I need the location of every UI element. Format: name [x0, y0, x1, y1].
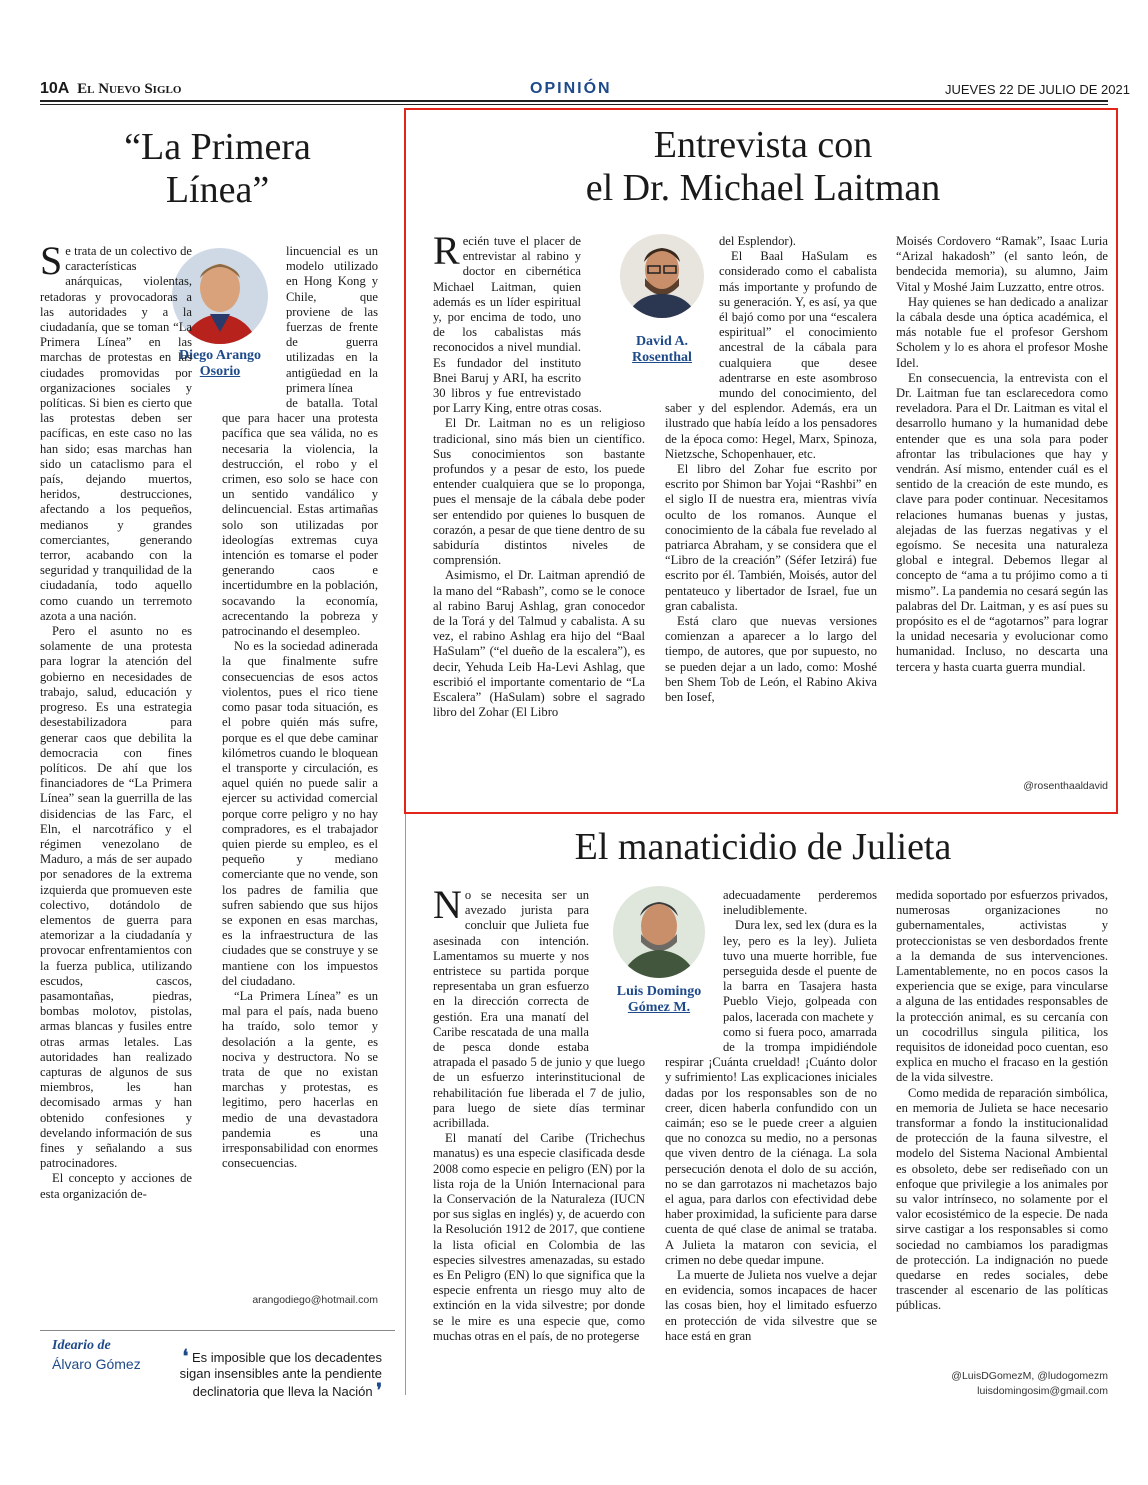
- header-rule-thin: [40, 104, 1108, 105]
- title-line-1: Entrevista con: [653, 124, 873, 166]
- header-rule: [40, 100, 1108, 102]
- laitman-col-2: [665, 234, 877, 794]
- title-line-2: el Dr. Michael Laitman: [585, 166, 941, 209]
- paragraph: “La Primera Línea” es un mal para el país, nada bueno ha traído, solo temor y desolación a la gente, es nociva y destructora. No se trata de que no existan marchas y protestas, es legitimo, pero hacerlas en medio de una devastadora pandemia es una irresponsabilidad con enormes consecuencias.: [222, 988, 378, 1171]
- ideario-title: Ideario de: [52, 1338, 111, 1353]
- paragraph: Asimismo, el Dr. Laitman aprendió de la mano del “Rabash”, como se le conoce al rabino Baruj Ashlag, gran conocedor de la Torá y del Talmud y cabalista. A su vez, el rabino Ashlag era hijo del “Baal HaSulam” (“el dueño de la escalera”), es decir, Yehuda Leib Ha-Levi Ashlag, que escribió el importante comentario de “La Escalera” (HaSulam) sobre el sagrado libro del Zohar (El Libro: [433, 568, 645, 720]
- author-email: arangodiego@hotmail.com: [252, 1294, 378, 1306]
- paragraph: de batalla. Total que para hacer una protesta pacífica que sea válida, no es necesaria la violencia, la destrucción, el robo y el crimen, eso solo se hace con un sentido vandálico y delincuencial. Estas artimañas solo son utilizadas por ideologías extremas cuya intención es tomarse el poder generando caos e incertidumbre en la población, socavando la economía, acrecentando la pobreza y patrocinando el desempleo.: [222, 396, 378, 639]
- open-quote-icon: ❛: [182, 1346, 189, 1366]
- author-name-line-2: Rosenthal: [632, 350, 692, 365]
- paragraph: ecién tuve el placer de entrevistar al rabino y doctor en cibernética Michael Laitman, quien además es un líder espiritual y, por encima de todo, uno de los cabalistas más reconocidos a nivel mundial. Es fundador del instituto Bnei Baruj y ARI, ha escrito 30 libros y fue entrevistado por Larry King, entre otras cosas.: [433, 234, 602, 416]
- author-name-line-2: Osorio: [199, 364, 241, 379]
- paragraph: e trata de un colectivo de características anárquicas, violentas, retadoras y provocadoras a las autoridades y a la ciudadanía, que se toman “La Primera Línea” en las marchas de protestas en las ciudades promovidas por organizaciones sociales y políticas. Si bien es cierto que las protestas deben ser pacíficas, en este caso no las han sido; esas marchas han sido un cataclismo para el país, dejando muertos, heridos, destrucciones, afectando a los pequeños, medianos y grandes comerciantes, generando terror, acabando con la seguridad y tranquilidad de la ciudadanía, todo aquello como cuando un terremoto azota a una nación.: [40, 244, 192, 623]
- close-quote-icon: ❜: [376, 1380, 382, 1400]
- author-name-line-1: Luis Domingo: [616, 984, 702, 999]
- paragraph: Dura lex, sed lex (dura es la ley, pero es la ley). Julieta tuvo una muerte horrible, fue perseguida desde el puente de la barra en Tasajera hasta Pueblo Viejo, golpeada con palos, lacerada con machete y: [723, 918, 877, 1024]
- paragraph: medida soportado por esfuerzos privados, numerosas organizaciones no gubernamentales, activistas y proteccionistas se ven desbordados frente a la demanda de sus intervenciones. Lamentablemente, no en pocos casos la experiencia que se exige, para vincularse a alguna de las entidades responsables de la protección animal, es su cercanía con un cocodrillus singula pilitica, los requisitos de idoneidad poco cuentan, eso explica en mucho el fracaso en la gestión de la vida silvestre.: [896, 888, 1108, 1085]
- author-name-line-1: Diego Arango: [178, 348, 262, 363]
- laitman-col-1: [433, 234, 645, 794]
- paragraph: El Dr. Laitman no es un religioso tradicional, sino más bien un científico. Sus conocimientos son bastante profundos y a pesar de esto, los puede entender cualquiera que se lo proponga, pues el mensaje de la cábala debe poder ser entendido por quienes lo busquen de corazón, a pesar de que tiene dentro de su sabiduría distintos niveles de comprensión.: [433, 416, 645, 568]
- author-name-line-2: Gómez M.: [627, 1000, 691, 1015]
- paragraph: El libro del Zohar fue escrito por escrito por Shimon bar Yojai “Rashbi” en el siglo II de nuestra era, mientras vivía oculto de los romanos. Aunque el conocimiento de la cábala fue revelado al patriarca Abraham, y se considera que el “Libro de la creación” (Séfer Ietzirá) fue escrito por él. También, Moisés, autor del pentateuco y libertador de Israel, fue un gran cabalista.: [665, 462, 877, 613]
- julieta-article-title: [420, 826, 1106, 869]
- page-number: 10A: [40, 80, 70, 97]
- paragraph: La muerte de Julieta nos vuelve a dejar en evidencia, somos incapaces de hacer las cosas bien, hoy el limitado esfuerzo en protección de vida silvestre que se hace está en gran: [665, 1268, 877, 1343]
- left-col-2: [222, 244, 378, 1292]
- drop-cap: N: [433, 888, 462, 927]
- issue-date: JUEVES 22 DE JULIO DE 2021: [945, 82, 1130, 97]
- laitman-col-3: [896, 234, 1108, 774]
- julieta-col-1: [433, 888, 645, 1398]
- title-line-2: Línea”: [165, 168, 270, 211]
- julieta-col-2: [665, 888, 877, 1398]
- ideario-rule: [40, 1330, 395, 1331]
- section-label: OPINIÓN: [530, 80, 612, 97]
- paragraph: No es la sociedad adinerada la que finalmente sufre consecuencias de esos actos violentos, pues el rico tiene como pasar toda situación, es el pobre quién más sufre, porque es el que debe caminar kilómetros cuando le bloquean el transporte y circulación, es aquel quién no puede salir a ejercer su actividad comercial porque corre peligro y no hay compradores, es el trabajador quien pierde su empleo, es el pequeño y mediano comerciante que no vende, son los padres de familia que sufren sabiendo que sus hijos se exponen en esas marchas, es la infraestructura de las ciudades que se construye y se mantiene con los impuestos del ciudadano.: [222, 639, 378, 988]
- paragraph: Moisés Cordovero “Ramak”, Isaac Luria “Arizal hakadosh” (el santo león, de bendecida memoria), su alumno, Jaim Vital y Moshé Jaim Luzzatto, entre otros.: [896, 234, 1108, 294]
- drop-cap: R: [433, 234, 460, 273]
- left-article-title: [40, 126, 395, 211]
- julieta-col-3: [896, 888, 1108, 1370]
- author-name-line-1: David A.: [635, 334, 689, 349]
- drop-cap: S: [40, 244, 63, 283]
- paragraph: El concepto y acciones de esta organización de-: [40, 1171, 192, 1201]
- paragraph: El Baal HaSulam es considerado como el cabalista más importante y profundo de su generación. Y, es así, ya que él bajó como por una “escalera espiritual” el conocimiento ancestral de la cábala para cualquiera que desee adentrarse en este asombroso mundo del conocimiento, del saber y del esplendor. Además, era un ilustrado que había leído a los pensadores de la época como: Hegel, Marx, Spinoza, Nietzsche, Schopenhauer, etc.: [665, 249, 877, 461]
- paragraph: adecuadamente perderemos ineludiblemente.: [723, 888, 877, 918]
- masthead-left: [40, 80, 181, 98]
- newspaper-name: El Nuevo Siglo: [77, 81, 182, 97]
- paragraph: En consecuencia, la entrevista con el Dr. Laitman fue tan esclarecedora como reveladora. Para el Dr. Laitman es vital el desarrollo humano y la humanidad debe entender que es una sola para poder afrontar las tribulaciones que hay y vendrán. Así mismo, entender cuál es el sentido de la creación de este mundo, es clave para poder continuar. Necesitamos relaciones humanas buenas y justas, alejadas de las fuerzas negativas y el egoísmo. Se necesita una naturaleza global e integral. Debemos llegar al concepto de “ama a tu prójimo como a ti mismo”. La pandemia no cesará según las palabras del Dr. Laitman, y es así pues su propósito es el de “agotarnos” para lograr la unidad necesaria y evolucionar como humanidad. Incluso, no descarta una tercera y hasta cuarta guerra mundial.: [896, 370, 1108, 674]
- paragraph: lincuencial es un modelo utilizado en Hong Kong y Chile, que proviene de las fuerzas de frente de guerra utilizadas en la antigüedad en la primera línea: [286, 244, 378, 395]
- paragraph: Pero el asunto no es solamente de una protesta para lograr la atención del gobierno en necesidades de trabajo, salud, educación y progreso. Es una estrategia desestabilizadora para generar caos que debilita la democracia con fines políticos. De ahí que los financiadores de “La Primera Línea” sean la guerrilla de las disidencias de las Farc, el Eln, el narcotráfico y el régimen venezolano de Maduro, a más de ser aupado por senadores de la extrema izquierda que promueven este colectivo, dotándolo de elementos de guerra para atemorizar a la ciudadanía y provocar enfrentamientos con la fuerza publica, utilizando escudos, cascos, pasamontañas, piedras, bombas molotov, pistolas, armas blancas y fusiles entre otras armas letales. Las autoridades han realizado capturas de algunos de sus miembros, les han decomisado armas y han obtenido confesiones y develando información de sus fines y señalando a sus patrocinadores.: [40, 624, 192, 1171]
- paragraph: Está claro que nuevas versiones comienzan a aparecer a lo largo del tiempo, de autores, que por supuesto, no se pueden dejar a un lado, como: Moshé ben Shem Tob de León, el Rabino Akiva ben Iosef,: [665, 614, 877, 705]
- author-email: luisdomingosim@gmail.com: [977, 1385, 1108, 1397]
- paragraph: como si fuera poco, amarrada de la trompa impidiéndole respirar ¡Cuánta crueldad! ¡Cuánto dolor y sufrimiento! Las explicaciones iniciales dadas por los responsables son de no creer, dicen haberla confundido con un caimán; eso se le puede creer a alguien que no conozca su medio, no a personas que viven dentro de la ciénaga. La sola persecución denota el dolo de su acción, no se dan garrotazos ni machetazos bajo el agua, para darlos con efectividad debe haber proximidad, la suficiente para darse cuenta de qué clase de animal se trataba. A Julieta la mataron con sevicia, el crimen no debe quedar impune.: [665, 1024, 877, 1267]
- paragraph: o se necesita ser un avezado jurista para concluir que Julieta fue asesinada con intención. Lamentamos su muerte y nos entristece su partida porque representaba un gran esfuerzo en la dirección correcta de gestión. Era una manatí del Caribe rescatada de una malla de pesca donde estaba atrapada el pasado 5 de junio y que luego de un esfuerzo interinstitucional de rehabilitación fue liberada el 7 de julio, para luego de siete días terminar acribillada.: [433, 888, 645, 1131]
- author-handle: @rosenthaaldavid: [1023, 780, 1108, 792]
- paragraph: Hay quienes se han dedicado a analizar la cábala desde una óptica académica, el más notable fue el profesor Gershom Scholem y lo es ahora el profesor Moshe Idel.: [896, 294, 1108, 370]
- paragraph: El manatí del Caribe (Trichechus manatus) es una especie clasificada desde 2008 como especie en peligro (EN) por la lista roja de la Unión Internacional para la Conservación de la Naturaleza (IUCN por sus siglas en inglés) y, de acuerdo con la Resolución 1912 de 2017, que contiene la lista oficial en Colombia de las especies silvestres amenazadas, su estado es En Peligro (EN) lo que significa que la especie enfrenta un riesgo muy alto de extinción en la vida silvestre; por donde se le mire es una especie que, como muchas otras en el país, de no protegerse: [433, 1131, 645, 1343]
- left-col-1: [40, 244, 192, 1310]
- title-line-1: “La Primera: [124, 126, 311, 168]
- paragraph: Como medida de reparación simbólica, en memoria de Julieta se hace necesario transformar a fondo la institucionalidad de protección de la fauna silvestre, el modelo del Sistema Nacional Ambiental es obsoleto, debe ser rediseñado con un enfoque que privilegie a los animales por su valor intrínseco, no solamente por el valor ecosistémico de la especie. De nada sirve castigar a los responsables si como sociedad no cambiamos los paradigmas de protección. La indignación no puede quedarse en redes sociales, debe trascender al escenario de las políticas públicas.: [896, 1085, 1108, 1313]
- ideario-quote: [160, 1348, 382, 1400]
- author-handle: @LuisDGomezM, @ludogomezm: [951, 1370, 1108, 1382]
- laitman-article-title: [420, 124, 1106, 209]
- quote-text: Es imposible que los decadentes sigan insensibles ante la pendiente declinatoria que lleva la Nación: [179, 1350, 382, 1399]
- ideario-author: Álvaro Gómez: [52, 1356, 141, 1372]
- paragraph: del Esplendor).: [719, 234, 796, 248]
- article-title: El manaticidio de Julieta: [574, 826, 952, 868]
